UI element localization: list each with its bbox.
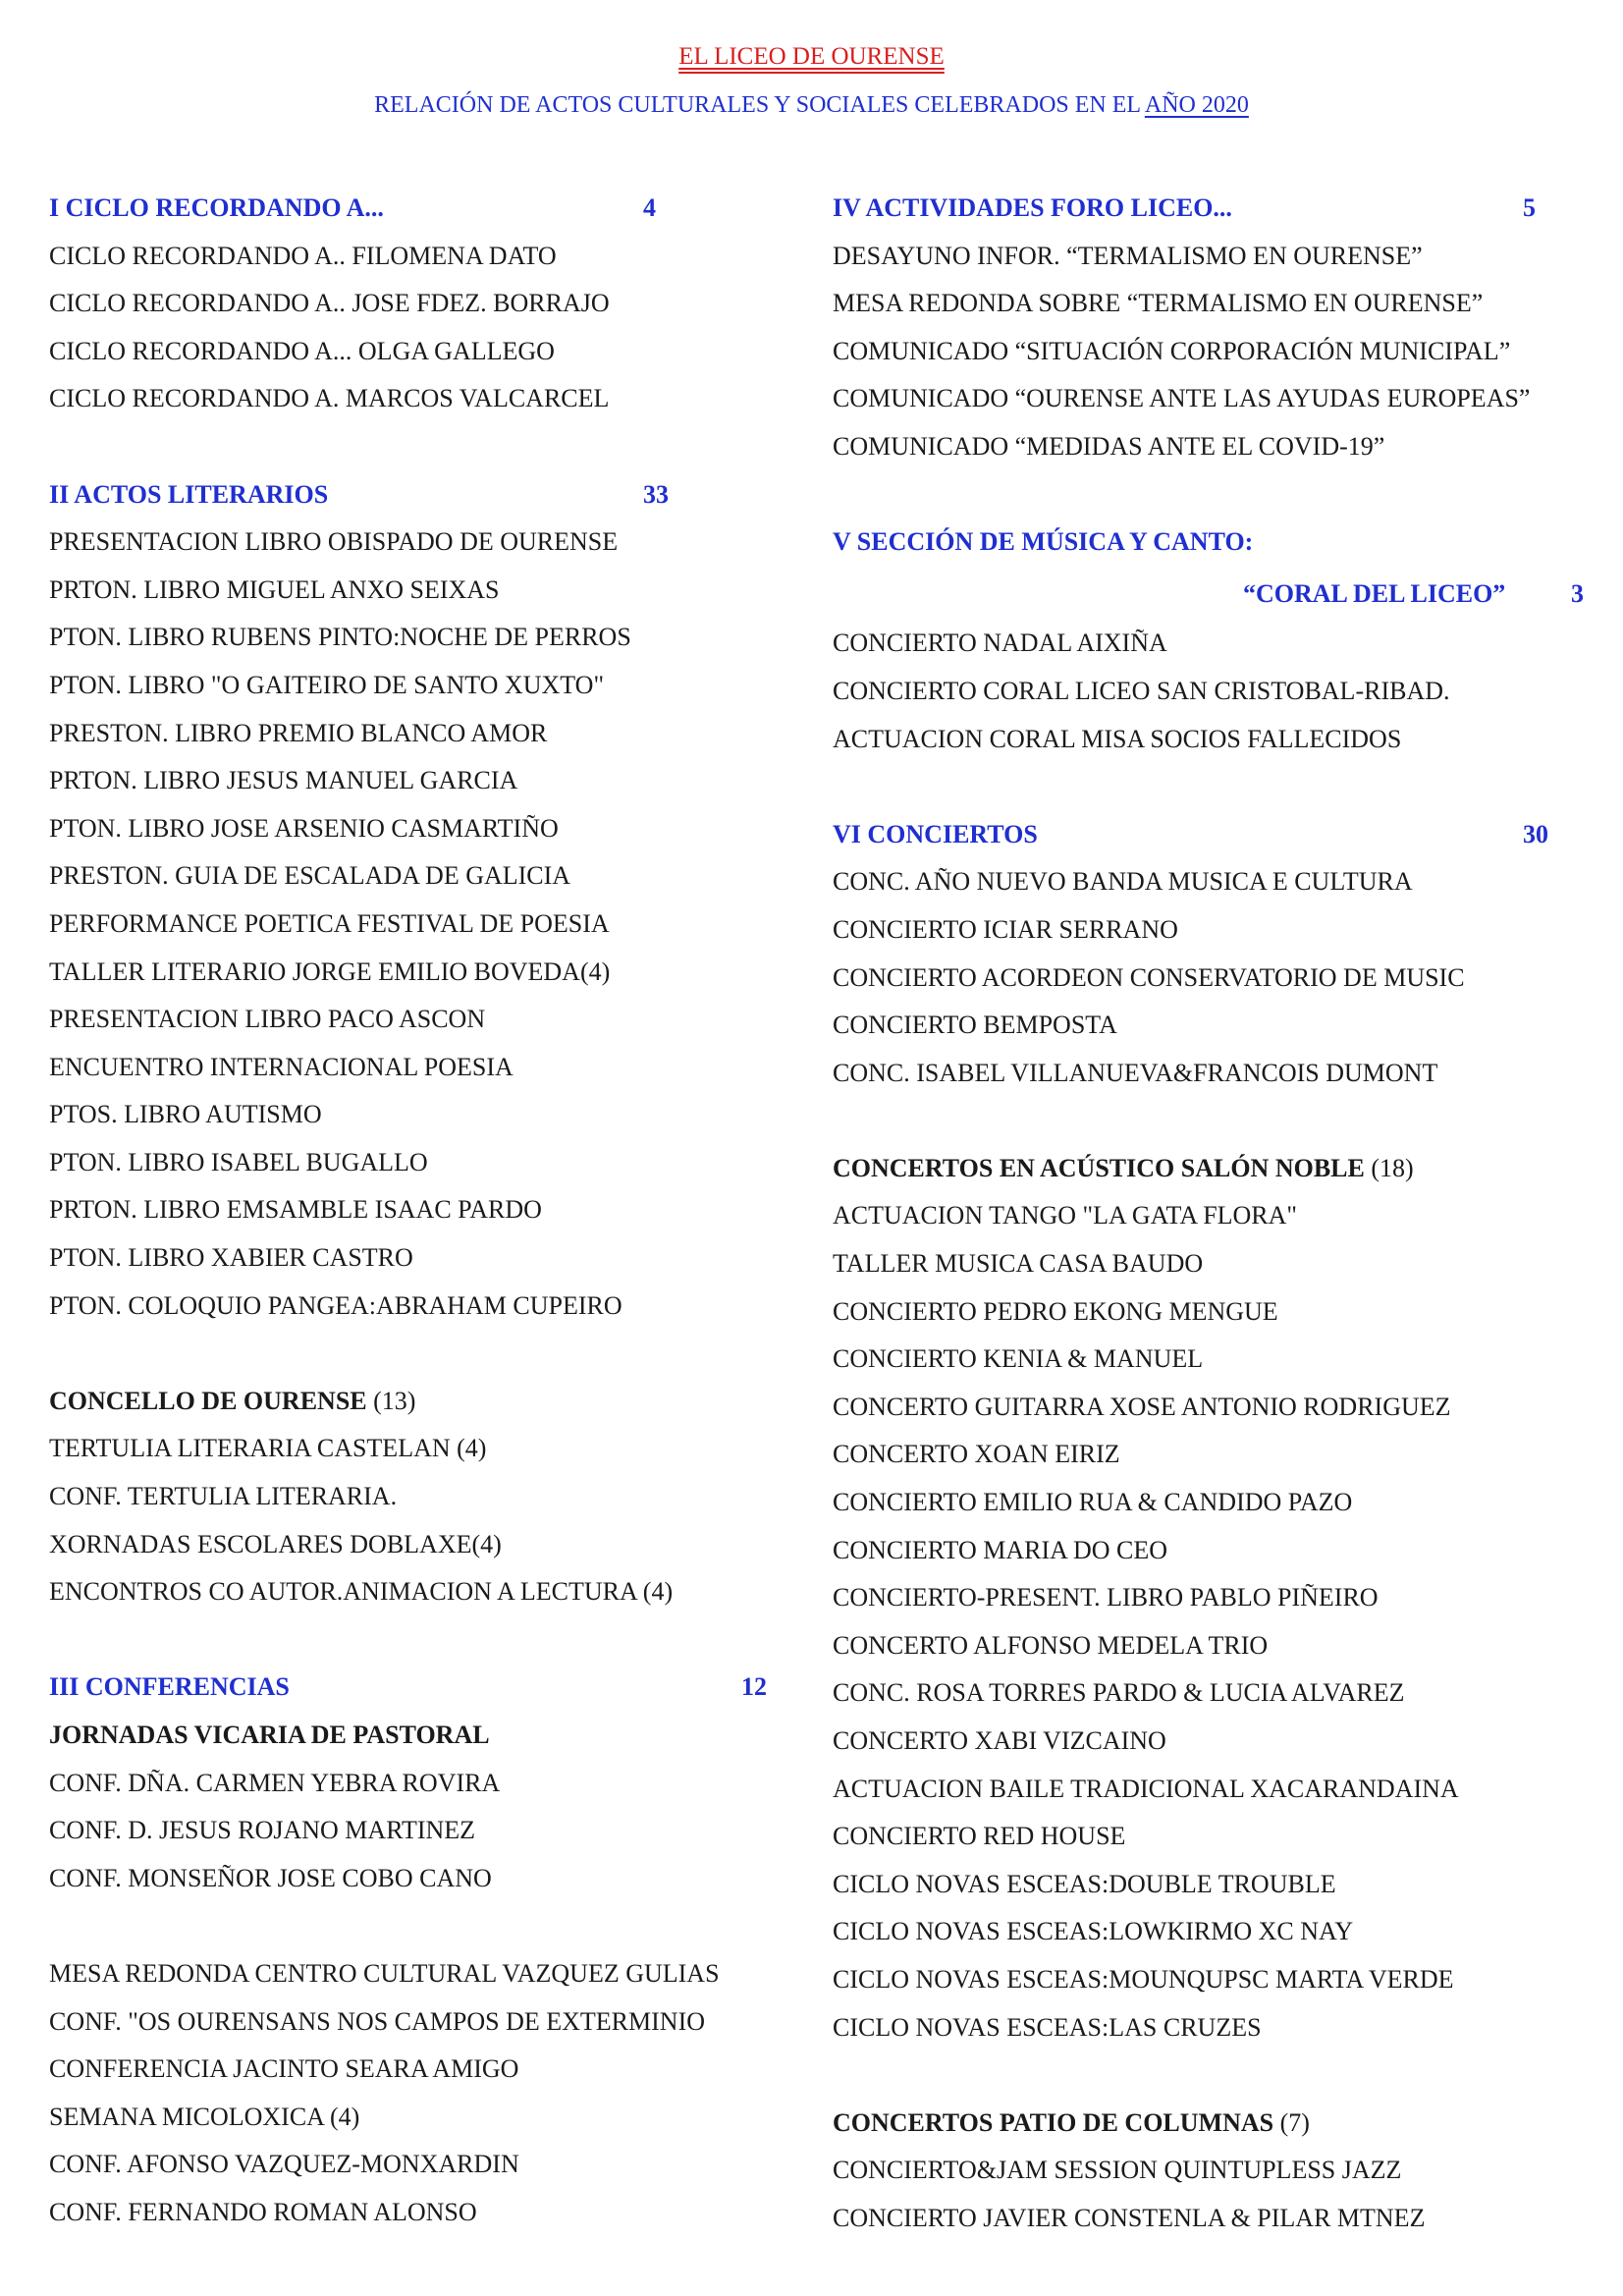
list-item: PTON. COLOQUIO PANGEA:ABRAHAM CUPEIRO	[49, 1290, 622, 1320]
subsection-count: (18)	[1371, 1153, 1414, 1182]
section-list-coral	[833, 620, 1608, 763]
list-item: CONCIERTO BEMPOSTA	[833, 1011, 1117, 1040]
subsection-heading-salon-noble	[833, 1145, 1608, 1193]
list-item: PRTON. LIBRO JESUS MANUEL GARCIA	[49, 766, 518, 795]
list-item: CONF. MONSEÑOR JOSE COBO CANO	[49, 1863, 492, 1892]
list-item: CONC. ISABEL VILLANUEVA&FRANCOIS DUMONT	[833, 1058, 1438, 1087]
list-item: CONCERTO XABI VIZCAINO	[833, 1726, 1166, 1755]
list-item: PRTON. LIBRO MIGUEL ANXO SEIXAS	[49, 574, 500, 604]
section-title: IV ACTIVIDADES FORO LICEO...	[833, 193, 1232, 222]
list-item: TALLER LITERARIO JORGE EMILIO BOVEDA(4)	[49, 957, 611, 986]
list-item: CONCERTO ALFONSO MEDELA TRIO	[833, 1630, 1269, 1660]
list-item: ACTUACION TANGO "LA GATA FLORA"	[833, 1201, 1298, 1230]
section-count: 4	[643, 193, 656, 222]
list-item: CONCIERTO JAVIER CONSTENLA & PILAR MTNEZ	[833, 2203, 1426, 2232]
list-item: CICLO NOVAS ESCEAS:LOWKIRMO XC NAY	[833, 1917, 1354, 1946]
list-item: CONF. FERNANDO ROMAN ALONSO	[49, 2197, 477, 2226]
list-item: TERTULIA LITERARIA CASTELAN (4)	[49, 1434, 487, 1463]
list-item: CICLO NOVAS ESCEAS:MOUNQUPSC MARTA VERDE	[833, 1964, 1454, 1994]
subsection-heading-concello	[49, 1378, 815, 1426]
subsection-count: (13)	[373, 1386, 416, 1415]
section-list-salon-noble	[833, 1192, 1608, 2051]
list-item: CONCIERTO RED HOUSE	[833, 1822, 1126, 1851]
list-item: CICLO RECORDANDO A.. JOSE FDEZ. BORRAJO	[49, 289, 610, 318]
list-item: CONCIERTO NADAL AIXIÑA	[833, 629, 1167, 658]
section-title: VI CONCIERTOS	[833, 819, 1038, 848]
section-title: II ACTOS LITERARIOS	[49, 479, 329, 509]
list-item: ENCONTROS CO AUTOR.ANIMACION A LECTURA (4)	[49, 1577, 674, 1607]
section-list-jornadas	[49, 1760, 815, 1903]
coral-del-liceo-line	[833, 571, 1608, 619]
section-heading-conciertos	[833, 811, 1608, 859]
list-item: PTON. LIBRO ISABEL BUGALLO	[49, 1147, 428, 1176]
list-item: PRESENTACION LIBRO PACO ASCON	[49, 1005, 486, 1034]
subtitle-text: RELACIÓN DE ACTOS CULTURALES Y SOCIALES CELEBRADOS EN EL	[374, 92, 1145, 118]
section-heading-ciclo	[49, 185, 815, 233]
list-item: PTON. LIBRO "O GAITEIRO DE SANTO XUXTO"	[49, 670, 605, 699]
list-item: CONCIERTO MARIA DO CEO	[833, 1535, 1168, 1564]
list-item: PRESENTACION LIBRO OBISPADO DE OURENSE	[49, 527, 619, 557]
list-item: CICLO NOVAS ESCEAS:LAS CRUZES	[833, 2012, 1262, 2042]
list-item: COMUNICADO “OURENSE ANTE LAS AYUDAS EUROPEAS”	[833, 384, 1531, 413]
list-item: CICLO RECORDANDO A. MARCOS VALCARCEL	[49, 384, 610, 413]
list-item: CONF. TERTULIA LITERARIA.	[49, 1482, 398, 1511]
list-item: TALLER MUSICA CASA BAUDO	[833, 1249, 1204, 1279]
list-item: CONCERTO XOAN EIRIZ	[833, 1440, 1120, 1469]
list-item: COMUNICADO “MEDIDAS ANTE EL COVID-19”	[833, 431, 1385, 461]
section-heading-musica-canto: V SECCIÓN DE MÚSICA Y CANTO:	[833, 527, 1254, 557]
section-count: 5	[1523, 193, 1536, 222]
list-item: CONC. ROSA TORRES PARDO & LUCIA ALVAREZ	[833, 1678, 1405, 1708]
right-column	[833, 185, 1608, 2243]
list-item: CONCIERTO ICIAR SERRANO	[833, 914, 1178, 944]
subsection-title: CONCELLO DE OURENSE	[49, 1386, 367, 1415]
document-subtitle	[0, 92, 1623, 119]
list-item: PRTON. LIBRO EMSAMBLE ISAAC PARDO	[49, 1195, 542, 1225]
list-item: ACTUACION BAILE TRADICIONAL XACARANDAINA	[833, 1774, 1459, 1803]
section-list-conciertos	[833, 858, 1608, 1097]
list-item: CONCIERTO&JAM SESSION QUINTUPLESS JAZZ	[833, 2156, 1402, 2185]
list-item: CONCIERTO KENIA & MANUEL	[833, 1344, 1204, 1374]
list-item: CICLO RECORDANDO A.. FILOMENA DATO	[49, 241, 557, 270]
list-item: CONCIERTO EMILIO RUA & CANDIDO PAZO	[833, 1488, 1353, 1517]
list-item: PTON. LIBRO JOSE ARSENIO CASMARTIÑO	[49, 813, 559, 843]
section-list-concello	[49, 1425, 815, 1615]
section-count: 12	[741, 1672, 767, 1702]
list-item: PTOS. LIBRO AUTISMO	[49, 1100, 322, 1129]
list-item: DESAYUNO INFOR. “TERMALISMO EN OURENSE”	[833, 241, 1423, 270]
section-list-foro-liceo	[833, 233, 1608, 471]
section-list-actos-literarios	[49, 519, 815, 1330]
section-list-patio-columnas	[833, 2147, 1608, 2242]
list-item: MESA REDONDA CENTRO CULTURAL VAZQUEZ GULIAS	[49, 1958, 720, 1988]
list-item: XORNADAS ESCOLARES DOBLAXE(4)	[49, 1529, 502, 1558]
subtitle-year: AÑO 2020	[1144, 92, 1249, 118]
list-item: COMUNICADO “SITUACIÓN CORPORACIÓN MUNICIPAL”	[833, 336, 1511, 365]
list-item: CONCIERTO ACORDEON CONSERVATORIO DE MUSIC	[833, 962, 1465, 992]
list-item: ENCUENTRO INTERNACIONAL POESIA	[49, 1052, 514, 1081]
list-item: CONCIERTO PEDRO EKONG MENGUE	[833, 1296, 1278, 1326]
list-item: CONCERTO GUITARRA XOSE ANTONIO RODRIGUEZ	[833, 1392, 1451, 1421]
list-item: CONC. AÑO NUEVO BANDA MUSICA E CULTURA	[833, 867, 1413, 897]
list-item: PRESTON. LIBRO PREMIO BLANCO AMOR	[49, 718, 548, 747]
list-item: PERFORMANCE POETICA FESTIVAL DE POESIA	[49, 908, 610, 938]
subsection-heading-jornadas: JORNADAS VICARIA DE PASTORAL	[49, 1721, 490, 1749]
section-count: 30	[1523, 819, 1548, 848]
section-list-ciclo	[49, 233, 815, 423]
list-item: CONCIERTO-PRESENT. LIBRO PABLO PIÑEIRO	[833, 1583, 1379, 1613]
left-column	[49, 185, 815, 2237]
section-title: III CONFERENCIAS	[49, 1672, 290, 1702]
list-item: CICLO NOVAS ESCEAS:DOUBLE TROUBLE	[833, 1869, 1336, 1898]
list-item: CONF. AFONSO VAZQUEZ-MONXARDIN	[49, 2150, 519, 2179]
list-item: CICLO RECORDANDO A... OLGA GALLEGO	[49, 336, 555, 365]
document-title: EL LICEO DE OURENSE	[678, 43, 945, 70]
list-item: SEMANA MICOLOXICA (4)	[49, 2102, 360, 2131]
subsection-count: (7)	[1279, 2107, 1310, 2137]
list-item: CONF. DÑA. CARMEN YEBRA ROVIRA	[49, 1768, 501, 1797]
list-item: MESA REDONDA SOBRE “TERMALISMO EN OURENSE”	[833, 289, 1484, 318]
list-item: ACTUACION CORAL MISA SOCIOS FALLECIDOS	[833, 724, 1402, 753]
subsection-title: CONCERTOS PATIO DE COLUMNAS	[833, 2107, 1274, 2137]
section-heading-conferencias	[49, 1664, 815, 1712]
section-heading-actos-literarios	[49, 471, 815, 519]
list-item: CONFERENCIA JACINTO SEARA AMIGO	[49, 2054, 519, 2084]
list-item: PRESTON. GUIA DE ESCALADA DE GALICIA	[49, 861, 571, 891]
section-count: 33	[643, 479, 669, 509]
list-item: PTON. LIBRO XABIER CASTRO	[49, 1243, 413, 1273]
list-item: CONCIERTO CORAL LICEO SAN CRISTOBAL-RIBAD.	[833, 676, 1450, 705]
list-item: CONF. "OS OURENSANS NOS CAMPOS DE EXTERMINIO	[49, 2006, 706, 2036]
subsection-heading-patio-columnas	[833, 2100, 1608, 2148]
section-list-conferencias	[49, 1950, 815, 2237]
list-item: CONF. D. JESUS ROJANO MARTINEZ	[49, 1816, 476, 1845]
section-heading-foro-liceo	[833, 185, 1608, 233]
list-item: PTON. LIBRO RUBENS PINTO:NOCHE DE PERROS	[49, 623, 631, 652]
section-title: I CICLO RECORDANDO A...	[49, 193, 384, 222]
section-count: 3	[1571, 578, 1584, 608]
subsection-title: CONCERTOS EN ACÚSTICO SALÓN NOBLE	[833, 1153, 1365, 1182]
coral-title: “CORAL DEL LICEO”	[1243, 578, 1506, 608]
